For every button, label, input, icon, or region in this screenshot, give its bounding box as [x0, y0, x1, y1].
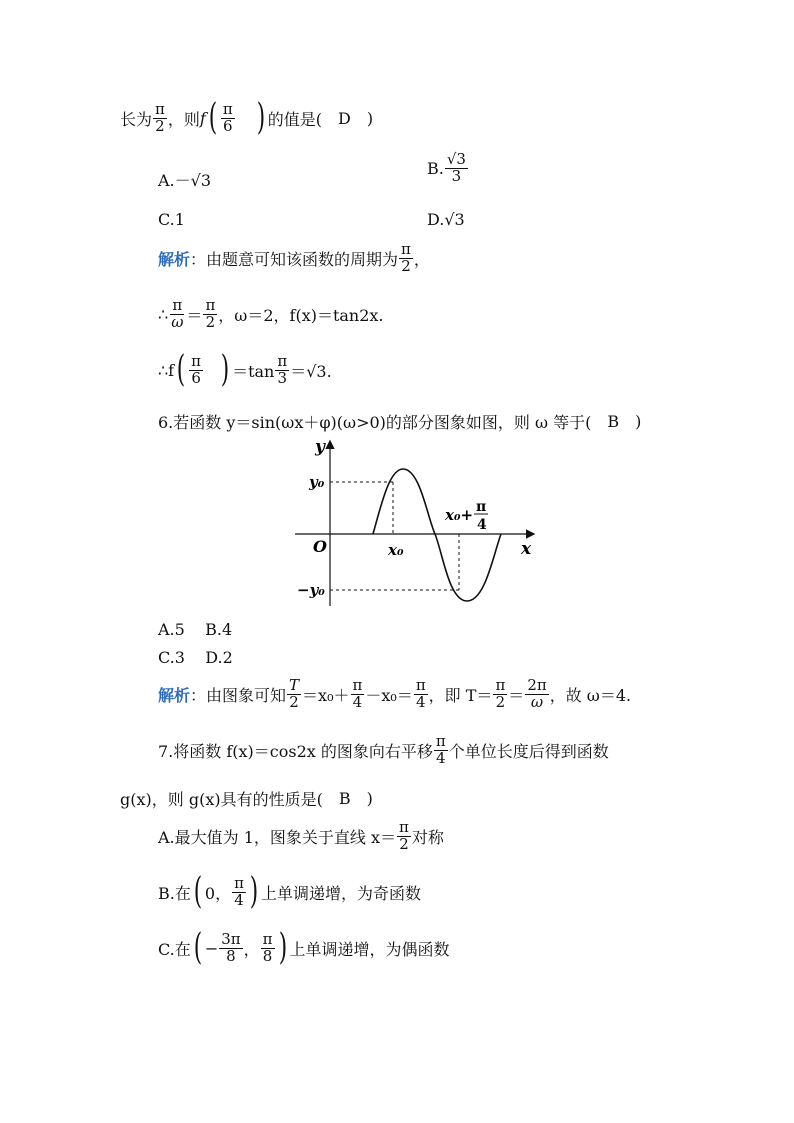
q7-option-b: [158, 871, 422, 912]
fraction-pi-over-6: [189, 351, 203, 387]
q7-stem-text: 7.将函数 f(x)＝cos2x 的图象向右平移: [158, 741, 433, 761]
numerator: 2π: [527, 676, 547, 694]
fraction-pi-over-4: [232, 873, 246, 909]
q7-answer: B: [338, 789, 351, 808]
denominator: ω: [171, 312, 184, 331]
analysis-label: 解析: [158, 685, 191, 705]
denominator: 2: [399, 834, 409, 853]
q6-answer: B: [607, 412, 620, 431]
numerator: π: [205, 296, 216, 314]
analysis-text: ∴f: [158, 360, 175, 380]
analysis-text: ＝tan: [232, 361, 275, 381]
analysis-text: ：由题意可知该函数的周期为: [190, 249, 399, 269]
left-paren: (: [193, 927, 203, 968]
q5-option-a: [158, 168, 211, 191]
option-text: C.在: [158, 939, 191, 959]
denominator: 4: [436, 748, 446, 767]
analysis-label: 解析: [158, 249, 191, 269]
option-text: D.√3: [427, 210, 465, 229]
option-text: A.5 B.4: [158, 620, 233, 639]
option-text: 上单调递增，为奇函数: [261, 883, 422, 903]
analysis-text: ，故 ω＝4.: [549, 685, 632, 705]
fraction-pi-over-3: [275, 351, 289, 387]
option-text: 对称: [411, 827, 444, 847]
fraction-2pi-over-omega: [525, 678, 548, 711]
numerator: π: [172, 296, 183, 314]
q5-option-b: [427, 152, 469, 185]
denominator: 2: [155, 116, 165, 135]
sine-curve: [373, 469, 501, 601]
x0-plus-label: x₀+: [445, 506, 474, 524]
analysis-text: ：由图象可知: [190, 685, 287, 705]
x0-label: x₀: [388, 541, 404, 559]
analysis-text: ，: [413, 249, 430, 269]
denominator: 6: [223, 116, 233, 135]
q5-answer: D: [338, 108, 351, 128]
option-text: B.在: [158, 883, 191, 903]
q6-options-cd: [158, 648, 233, 667]
fraction-sqrt3-over-3: [445, 152, 468, 185]
origin-label: O: [313, 537, 327, 556]
function-f: f: [199, 108, 206, 128]
numerator: π: [191, 351, 202, 370]
q5-option-d: [427, 210, 465, 229]
q5-stem-text: ，则: [167, 109, 200, 129]
denominator: 6: [191, 368, 201, 387]
analysis-text: －x₀＝: [365, 685, 413, 705]
fraction-pi-over-6: [221, 99, 235, 135]
left-paren: (: [193, 871, 203, 912]
pi-numerator: π: [476, 499, 487, 515]
analysis-text: ＝√3.: [290, 361, 332, 381]
numerator: π: [222, 99, 233, 118]
numerator: π: [401, 240, 411, 258]
numerator: π: [155, 99, 165, 118]
numerator: √3: [446, 150, 466, 168]
numerator: π: [277, 351, 288, 370]
denominator: 8: [262, 946, 273, 965]
option-text: C.1: [158, 210, 185, 229]
option-text: 0，: [204, 883, 232, 903]
fraction-pi-over-4: [351, 678, 365, 711]
q7-stem-text: g(x)，则 g(x)具有的性质是(: [120, 790, 323, 809]
numerator: 3π: [221, 929, 241, 948]
four-denominator: 4: [477, 517, 487, 533]
q6-stem-close: ): [635, 412, 642, 431]
q6-analysis: [158, 678, 631, 711]
option-text: 上单调递增，为偶函数: [289, 939, 450, 959]
option-text: C.3 D.2: [158, 648, 233, 667]
numerator: π: [495, 676, 506, 694]
therefore-symbol: ∴: [158, 304, 169, 324]
equals: ＝: [186, 305, 203, 325]
fraction-pi-over-2: [203, 298, 217, 331]
comma: ，: [243, 939, 260, 959]
minus-sign: −: [204, 938, 219, 958]
numerator: π: [234, 873, 244, 892]
denominator: 4: [234, 890, 244, 909]
q7-stem-line1: [158, 734, 609, 767]
analysis-text: ，ω＝2，f(x)＝tan2x.: [218, 305, 384, 325]
denominator: 2: [495, 692, 506, 711]
q5-stem-text: 的值是(: [267, 109, 323, 129]
denominator: 4: [415, 692, 426, 711]
right-paren: ): [256, 97, 265, 138]
option-text: A.最大值为 1，图象关于直线 x＝: [158, 827, 397, 847]
left-paren: (: [176, 349, 186, 390]
q5-analysis-line3: [158, 349, 332, 390]
fraction-pi-over-8: [261, 929, 275, 965]
numerator: π: [435, 732, 446, 750]
fraction-pi-over-2: [153, 99, 167, 135]
denominator: 3: [277, 368, 288, 387]
denominator: 2: [205, 312, 216, 331]
right-paren: ): [220, 349, 230, 390]
q5-analysis-line2: [158, 298, 384, 331]
q5-stem: [120, 97, 374, 138]
denominator: ω: [530, 692, 544, 711]
q7-stem-text: 个单位长度后得到函数: [448, 741, 609, 761]
q5-analysis-line1: [158, 242, 430, 275]
fraction-pi-over-4: [414, 678, 428, 711]
numerator: T: [289, 676, 300, 694]
neg-y0-label: −y₀: [297, 581, 325, 599]
y0-label: y₀: [309, 473, 325, 491]
q7-option-c: [158, 927, 450, 968]
q6-stem-text: 6.若函数 y＝sin(ωx＋φ)(ω>0)的部分图象如图，则 ω 等于(: [158, 413, 592, 432]
right-paren: ): [249, 871, 259, 912]
numerator: π: [399, 818, 409, 836]
sine-graph: [285, 436, 545, 611]
denominator: 4: [352, 692, 363, 711]
fraction-3pi-over-8: [219, 929, 242, 965]
y-axis-label: y: [315, 437, 325, 457]
denominator: 2: [401, 256, 411, 275]
fraction-pi-over-4: [434, 734, 448, 767]
left-paren: (: [208, 97, 218, 138]
analysis-text: ＝x₀＋: [302, 685, 350, 705]
equals: ＝: [508, 685, 525, 705]
q6-options-ab: [158, 620, 232, 639]
fraction-pi-over-2: [399, 242, 413, 275]
fraction-pi-over-2: [397, 820, 411, 853]
denominator: 8: [226, 946, 236, 965]
option-text: A.－√3: [158, 171, 212, 190]
numerator: π: [352, 676, 363, 694]
q6-stem: [158, 410, 641, 433]
q5-option-c: [158, 210, 185, 229]
q5-stem-close: ): [366, 108, 374, 128]
numerator: π: [415, 676, 426, 694]
option-prefix: B.: [427, 158, 444, 178]
denominator: 3: [451, 166, 462, 185]
q5-stem-text: 长为: [120, 109, 153, 129]
q7-stem-close: ): [366, 789, 373, 808]
fraction-T-over-2: [287, 678, 301, 711]
denominator: 2: [289, 692, 299, 711]
fraction-pi-over-2: [493, 678, 507, 711]
right-paren: ): [278, 927, 287, 968]
analysis-text: ，即 T＝: [428, 685, 493, 705]
x-axis-label: x: [521, 539, 532, 559]
q7-option-a: [158, 820, 444, 853]
q7-stem-line2: [120, 787, 373, 810]
fraction-pi-over-omega: [169, 298, 185, 331]
numerator: π: [262, 929, 273, 948]
